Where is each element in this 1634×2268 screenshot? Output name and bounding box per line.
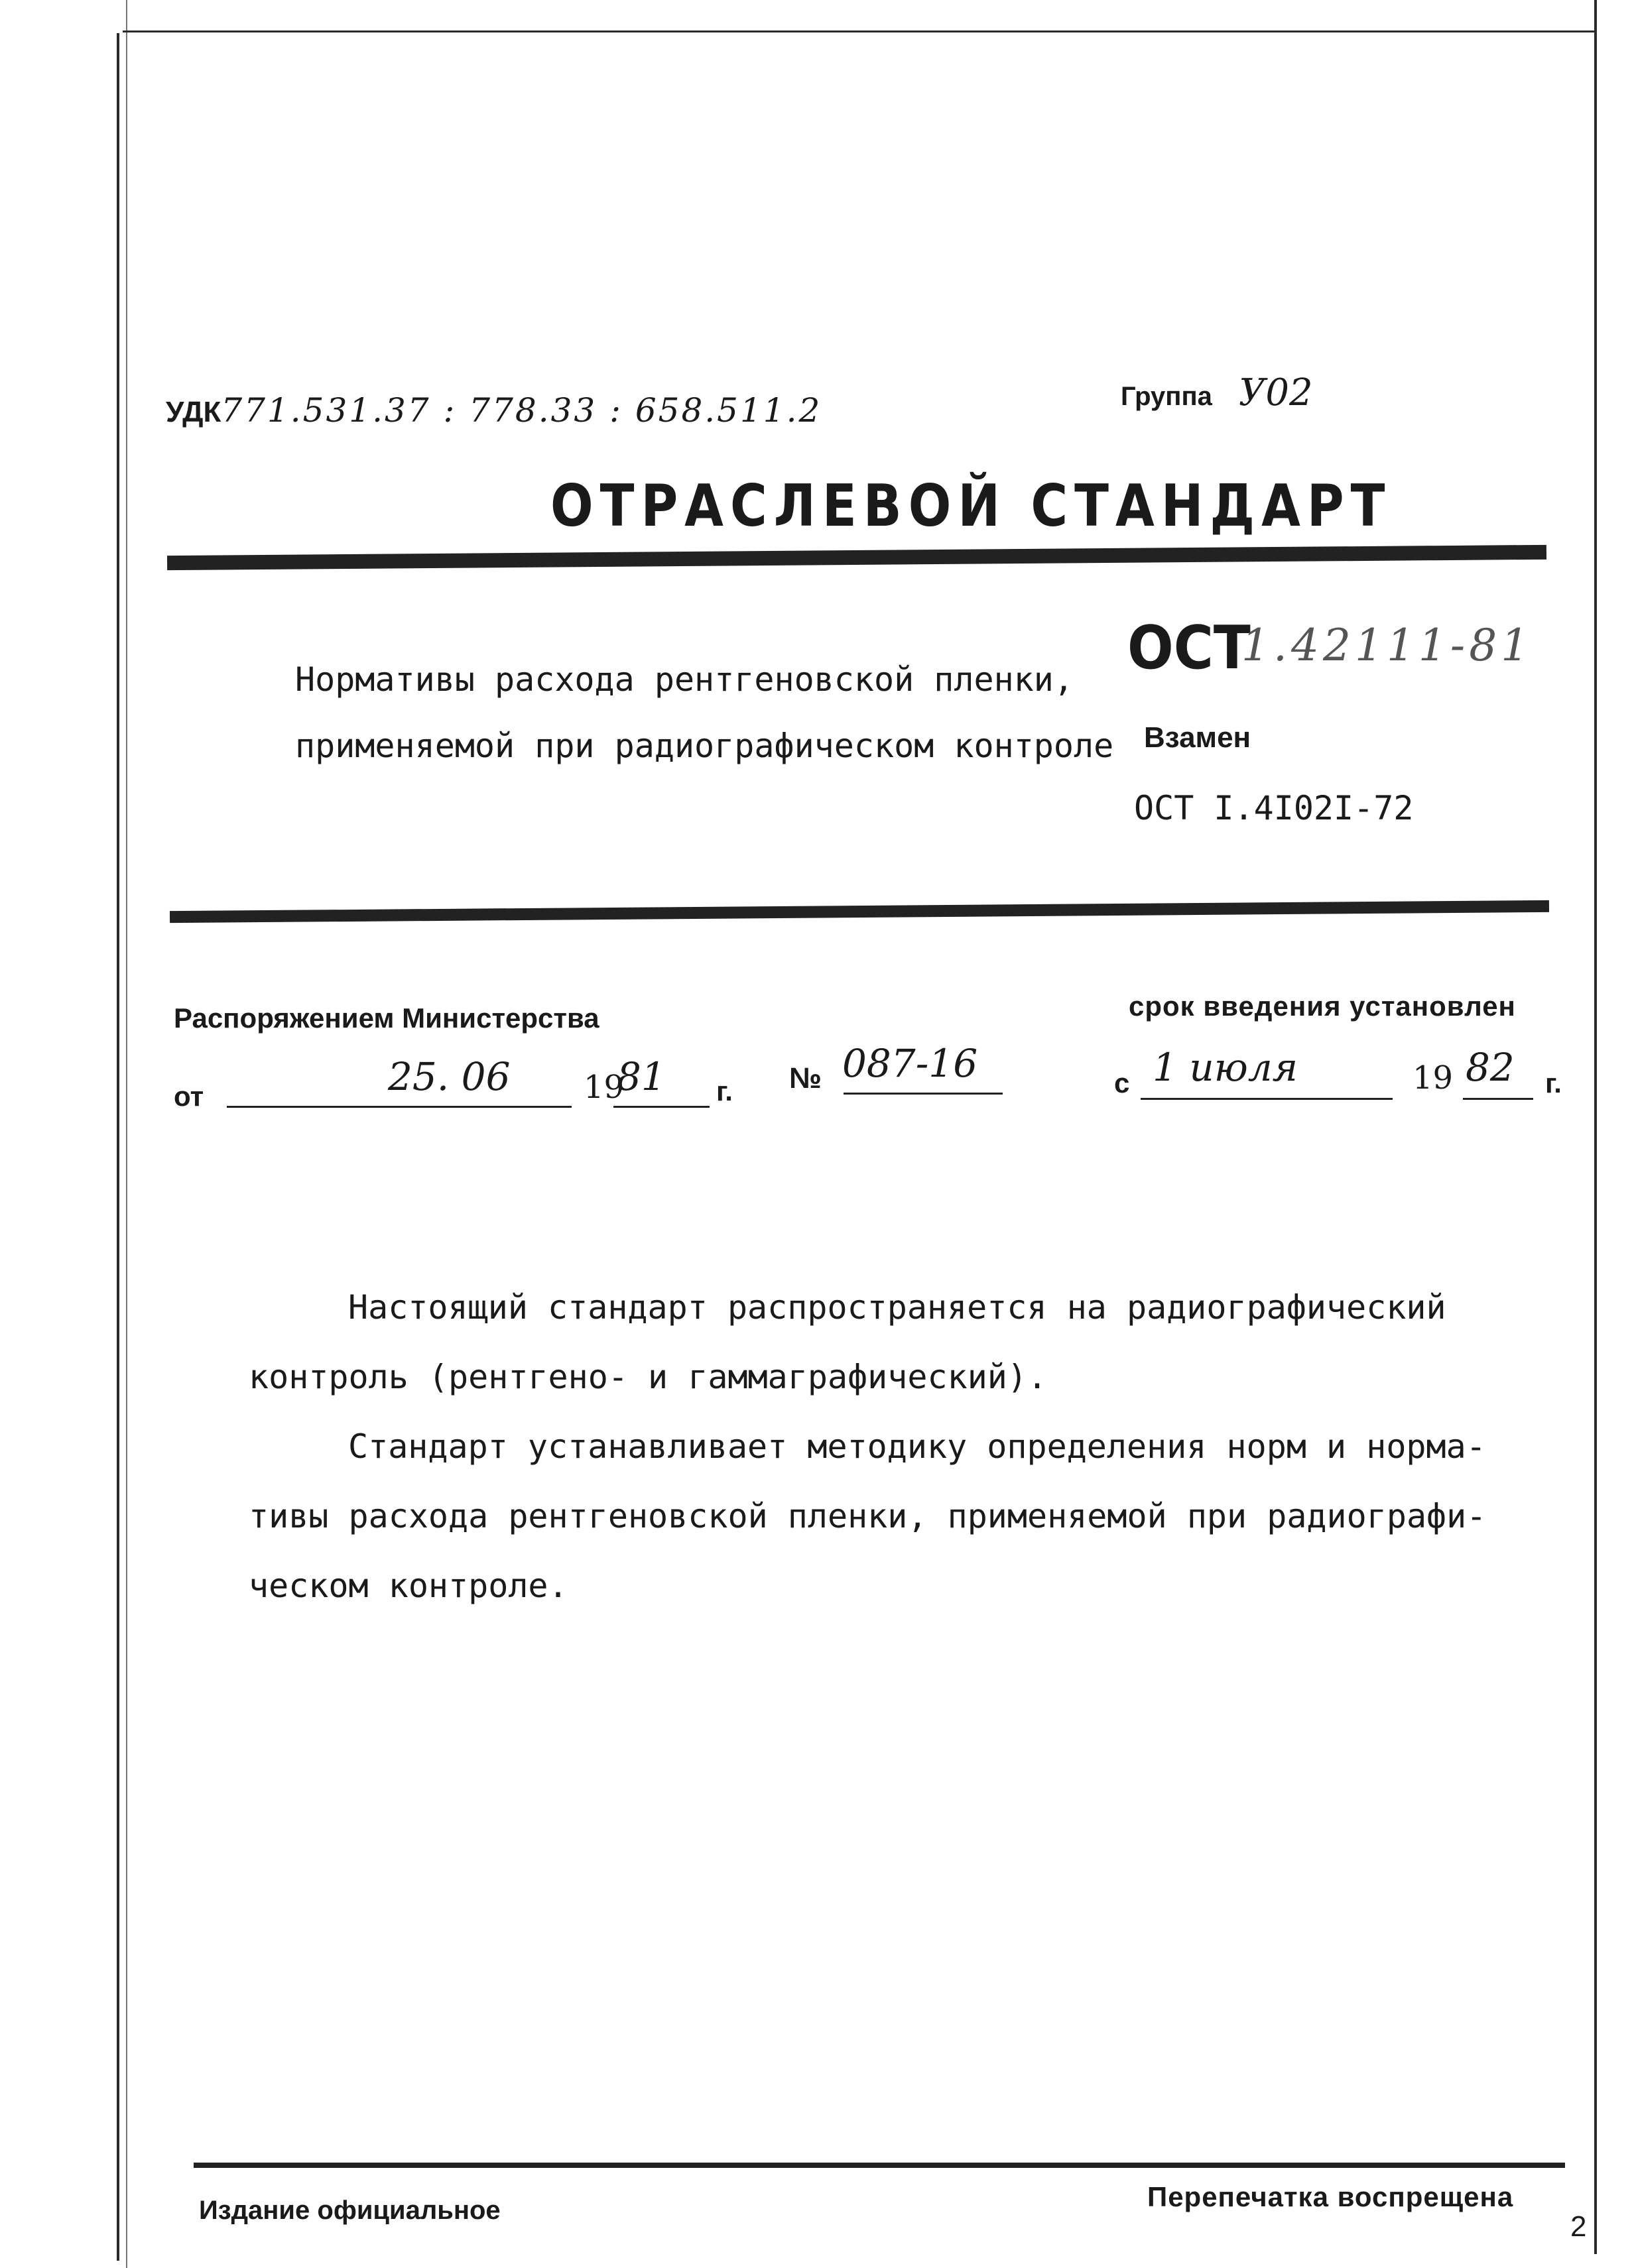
standard-name-line-2: применяемой при радиографическом контроле [295,727,1114,765]
order-year: 81 [617,1054,666,1099]
effective-year-line [1463,1098,1533,1100]
body-text [249,1273,1548,1621]
ost-label: ОСТ [1127,613,1251,683]
paragraph-scope-line-2: контроль (рентгено- и гаммаграфический). [249,1358,1048,1396]
ost-number: 1.42111-81 [1241,620,1533,671]
order-date: 25. 06 [388,1054,511,1099]
paragraph-purpose-line-1: Стандарт устанавливает методику определения норм и норма- [348,1427,1486,1466]
order-year-unit: г. [716,1075,733,1106]
group-label: Группа [1121,382,1212,411]
paragraph-purpose-line-2: тивы расхода рентгеновской пленки, применяемой при радиографи- [249,1497,1487,1535]
order-label: Распоряжением Министерства [174,1002,599,1034]
standard-name [295,646,1113,779]
effective-year-unit: г. [1545,1067,1562,1099]
footer-rule [194,2163,1565,2168]
reprint-notice: Перепечатка воспрещена [1147,2181,1514,2212]
paragraph-scope-line-1: Настоящий стандарт распространяется на радиографический [348,1288,1446,1327]
order-date-line [227,1106,572,1108]
document-title: ОТРАСЛЕВОЙ СТАНДАРТ [550,471,1392,540]
udk-label: УДК [166,396,221,428]
page-number: 2 [1570,2210,1587,2243]
section-rule [170,900,1549,923]
order-number-line [844,1093,1003,1095]
effective-year: 82 [1466,1045,1515,1090]
order-from-label: от [174,1081,204,1112]
paragraph-purpose-line-3: ческом контроле. [249,1567,568,1605]
effective-date-line [1141,1098,1393,1100]
order-number: 087-16 [842,1041,978,1086]
order-year-prefix: 19 [584,1069,625,1106]
order-year-line [613,1106,710,1108]
effective-year-prefix: 19 [1413,1059,1454,1097]
edition-label: Издание официальное [199,2196,501,2225]
page-frame-left [117,33,119,2261]
order-number-label: № [789,1062,822,1095]
page-frame-top [123,30,1595,32]
effective-from-label: с [1114,1067,1130,1099]
group-value: У02 [1238,371,1313,414]
title-rule [167,545,1546,570]
replaces-label: Взамен [1144,721,1251,754]
standard-name-line-1: Нормативы расхода рентгеновской пленки, [295,660,1074,699]
udk-code [166,391,822,430]
effective-date: 1 июля [1153,1045,1298,1090]
paragraph-scope [249,1273,1548,1412]
udk-value: 771.531.37 : 778.33 : 658.511.2 [221,391,822,430]
page-frame-right [1594,0,1597,2254]
replaces-value: ОСТ I.4I02I-72 [1134,789,1414,827]
page-frame-left-outer [126,0,127,2268]
effective-label: срок введения установлен [1129,990,1516,1022]
paragraph-purpose [249,1412,1548,1621]
group-code [1121,371,1313,414]
